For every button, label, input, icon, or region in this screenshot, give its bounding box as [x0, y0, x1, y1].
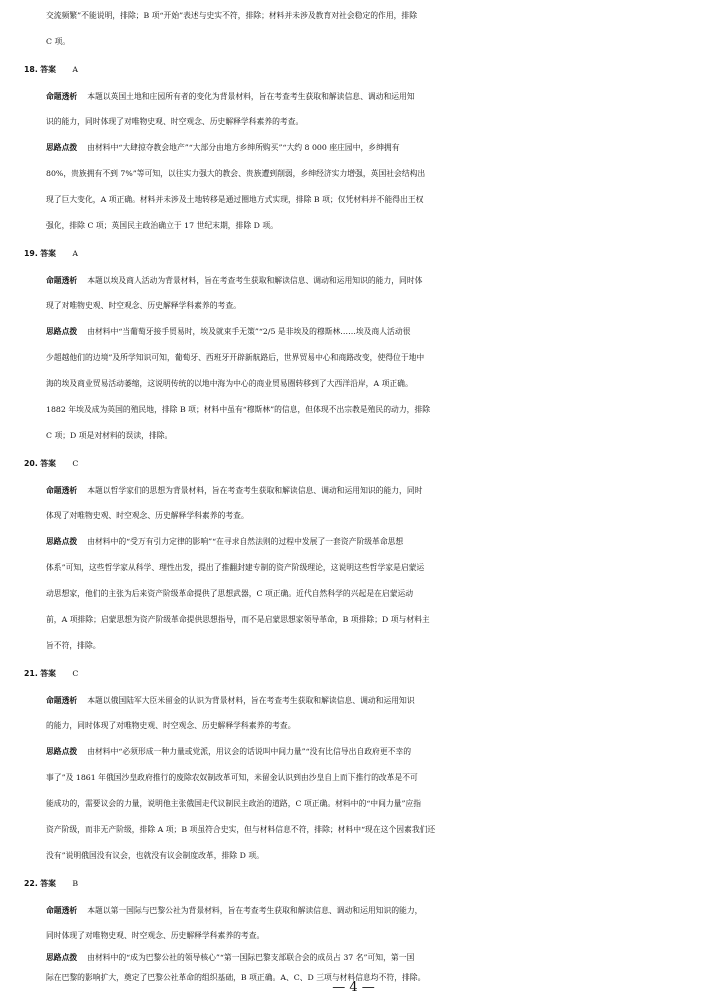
intent-line: 命题透析 本题以第一国际与巴黎公社为背景材料，旨在考查考生获取和解读信息、调动和运用知识的能力，: [46, 906, 423, 915]
hint-line: 思路点拨 由材料中“大肆掠夺教会地产”“大部分由地方乡绅所购买”“大约 8 000 座庄园中，乡绅拥有: [46, 143, 400, 152]
text-line: C 项。: [46, 37, 71, 46]
hint-label: 思路点拨: [46, 143, 78, 152]
text-line: 1882 年埃及成为英国的殖民地，排除 B 项；材料中虽有“穆斯林”的信息，但体现不出宗教是殖民的动力，排除: [46, 405, 431, 414]
answer-value: C: [72, 669, 79, 678]
question-number: 22.: [24, 879, 38, 888]
intent-line: 命题透析 本题以俄国陆军大臣米留金的认识为背景材料，旨在考查考生获取和解读信息、调动和运用知识: [46, 696, 415, 705]
text-line: C 项；D 项是对材料的误读，排除。: [46, 431, 173, 440]
intent-label: 命题透析: [46, 486, 78, 495]
answer-heading-21: [0, 662, 707, 686]
hint-line: 思路点拨 由材料中“当葡萄牙接手贸易时，埃及就束手无策”“2/5 是非埃及的穆斯林……埃及商人活动很: [46, 327, 411, 336]
answer-value: C: [72, 459, 79, 468]
hint-line: 思路点拨 由材料中的“成为巴黎公社的领导核心”“第一国际巴黎支部联合会的成员占 37 名”可知，第一国: [46, 953, 415, 962]
hint-label: 思路点拨: [46, 747, 78, 756]
text-line: 80%，贵族拥有不到 7%”等可知，以往实力强大的教会、贵族遭到削弱，乡绅经济实力增强，英国社会结构出: [46, 169, 426, 178]
intent-label: 命题透析: [46, 906, 78, 915]
text-line: 强化，排除 C 项；英国民主政治确立于 17 世纪末期，排除 D 项。: [46, 221, 278, 230]
hint-line: 思路点拨 由材料中“必须形成一种力量或党派，用议会的话说叫中间力量”“没有比信导出自政府更不幸的: [46, 747, 412, 756]
hint-label: 思路点拨: [46, 953, 78, 962]
answer-label: 答案: [40, 249, 56, 258]
hint-label: 思路点拨: [46, 327, 78, 336]
answer-value: B: [72, 879, 79, 888]
text-line: 没有”说明俄国没有议会，也就没有议会制度改革，排除 D 项。: [46, 851, 264, 860]
question-number: 20.: [24, 459, 38, 468]
text-line: 识的能力，同时体现了对唯物史观、时空观念、历史解释学科素养的考查。: [46, 117, 304, 126]
text-line: 现了对唯物史观、时空观念、历史解释学科素养的考查。: [46, 301, 241, 310]
hint-label: 思路点拨: [46, 537, 78, 546]
question-number: 18.: [24, 65, 38, 74]
answer-value: A: [72, 249, 79, 258]
answer-label: 答案: [40, 879, 56, 888]
text-line: 际在巴黎的影响扩大，奠定了巴黎公社革命的组织基础，B 项正确。A、C、D 三项与材料信息均不符，排除。: [46, 973, 426, 982]
answer-heading-19: [0, 242, 707, 266]
text-line: 的能力，同时体现了对唯物史观、时空观念、历史解释学科素养的考查。: [46, 721, 296, 730]
answer-label: 答案: [40, 459, 56, 468]
text-line: 事了”及 1861 年俄国沙皇政府推行的废除农奴制改革可知，米留金认识到由沙皇自上而下推行的改革是不可: [46, 773, 418, 782]
intent-label: 命题透析: [46, 696, 78, 705]
text-line: 旨不符，排除。: [46, 641, 101, 650]
text-line: 现了巨大变化，A 项正确。材料并未涉及土地转移是通过圈地方式实现，排除 B 项；仅凭材料并不能得出王权: [46, 195, 424, 204]
text-line: 交流频繁”不能说明，排除；B 项“开始”表述与史实不符，排除；材料并未涉及教育对社会稳定的作用，排除: [46, 11, 418, 20]
intent-label: 命题透析: [46, 276, 78, 285]
intent-line: 命题透析 本题以埃及商人活动为背景材料，旨在考查考生获取和解读信息、调动和运用知识的能力，同时体: [46, 276, 423, 285]
text-line: 能成功的，需要议会的力量，说明他主张俄国走代议制民主政治的道路，C 项正确。材料中的“中间力量”应指: [46, 799, 422, 808]
answer-heading-18: [0, 58, 707, 82]
hint-line: 思路点拨 由材料中的“受万有引力定律的影响”“在寻求自然法则的过程中发展了一套资产阶级革命思想: [46, 537, 404, 546]
intent-label: 命题透析: [46, 92, 78, 101]
answer-heading-20: [0, 452, 707, 476]
answer-label: 答案: [40, 669, 56, 678]
page-number: — 4 —: [332, 980, 375, 995]
text-line: 体现了对唯物史观、时空观念、历史解释学科素养的考查。: [46, 511, 249, 520]
intent-line: 命题透析 本题以哲学家们的思想为背景材料，旨在考查考生获取和解读信息、调动和运用知识的能力，同时: [46, 486, 423, 495]
text-line: 资产阶级，而非无产阶级，排除 A 项；B 项虽符合史实，但与材料信息不符，排除；材料中“现在这个因素我们还: [46, 825, 436, 834]
answer-value: A: [72, 65, 79, 74]
text-line: 前，A 项排除；启蒙思想为资产阶级革命提供思想指导，而不是启蒙思想家领导革命，B 项排除；D 项与材料主: [46, 615, 430, 624]
text-line: 海的埃及商业贸易活动萎缩，这说明传统的以地中海为中心的商业贸易圈转移到了大西洋沿岸，A 项正确。: [46, 379, 413, 388]
answer-heading-22: [0, 872, 707, 896]
text-line: 体系”可知，这些哲学家从科学、理性出发，提出了推翻封建专制的资产阶级理论，这说明这些哲学家是启蒙运: [46, 563, 425, 572]
text-line: 同时体现了对唯物史观、时空观念、历史解释学科素养的考查。: [46, 931, 265, 940]
text-line: 动思想家，他们的主张为后来资产阶级革命提供了思想武器，C 项正确。近代自然科学的兴起是在启蒙运动: [46, 589, 414, 598]
question-number: 19.: [24, 249, 38, 258]
question-number: 21.: [24, 669, 38, 678]
text-line: 少超越他们的边境”及所学知识可知，葡萄牙、西班牙开辟新航路后，世界贸易中心和商路改变，使得位于地中: [46, 353, 425, 362]
intent-line: 命题透析 本题以英国土地和庄园所有者的变化为背景材料，旨在考查考生获取和解读信息、调动和运用知: [46, 92, 415, 101]
answer-label: 答案: [40, 65, 56, 74]
